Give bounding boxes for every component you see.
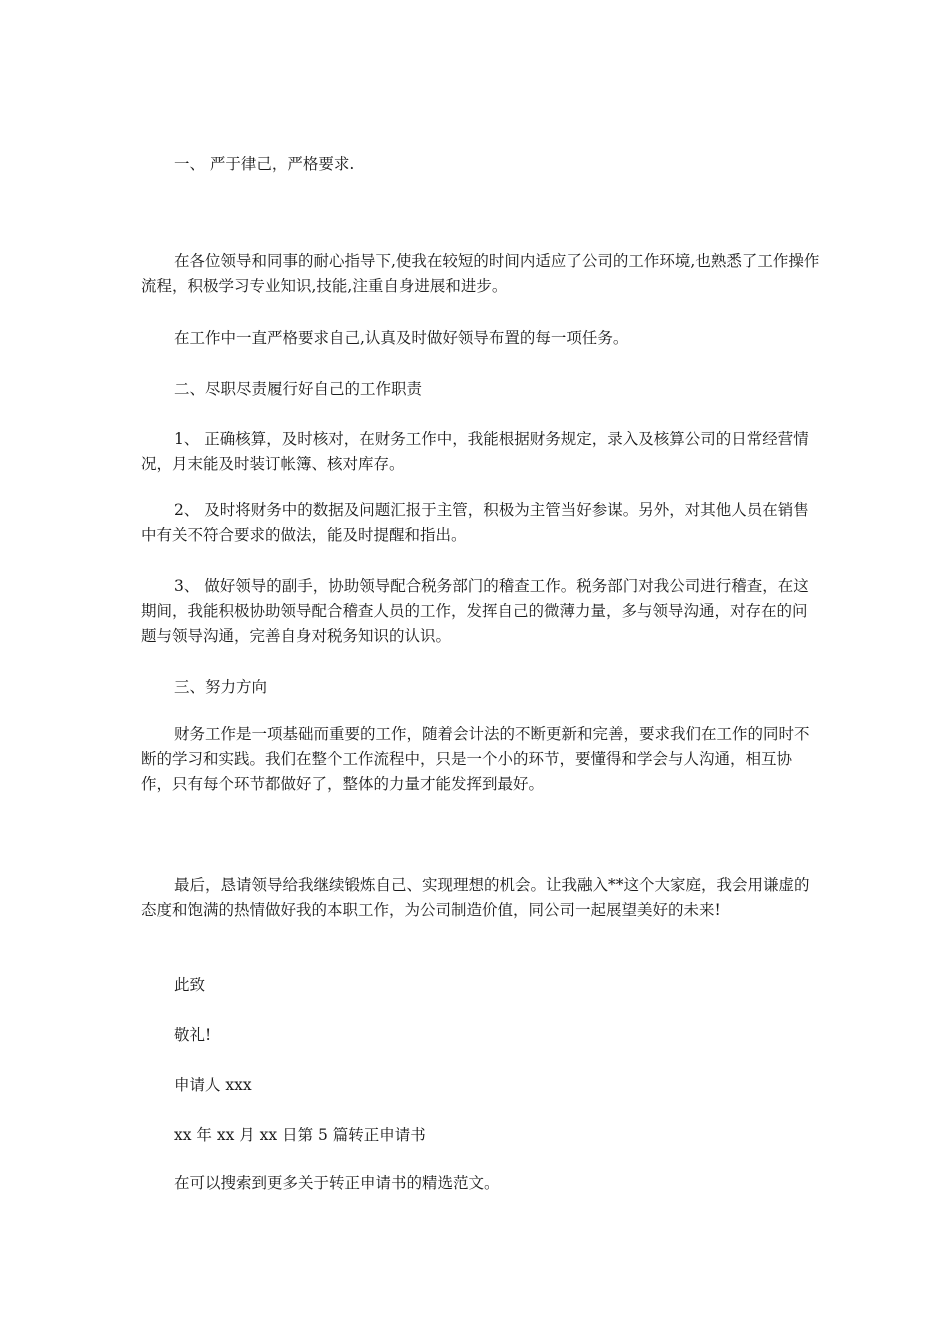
section-heading-1: 一、 严于律己，严格要求. [174, 155, 355, 173]
closing-regards: 敬礼! [174, 1026, 212, 1044]
paragraph-1: 在各位领导和同事的耐心指导下,使我在较短的时间内适应了公司的工作环境,也熟悉了工作操作流程，积极学习专业知识,技能,注重自身进展和进步。 [141, 252, 820, 295]
list-item-3: 3、 做好领导的副手，协助领导配合税务部门的稽查工作。税务部门对我公司进行稽查，在这期间，我能积极协助领导配合稽查人员的工作，发挥自己的微薄力量，多与领导沟通，对存在的问题与领导沟通，完善自身对税务知识的认识。 [141, 577, 809, 645]
paragraph-3: 财务工作是一项基础而重要的工作，随着会计法的不断更新和完善，要求我们在工作的同时不断的学习和实践。我们在整个工作流程中，只是一个小的环节，要懂得和学会与人沟通，相互协作，只有每个环节都做好了，整体的力量才能发挥到最好。 [141, 725, 810, 793]
section-heading-2: 二、尽职尽责履行好自己的工作职责 [174, 380, 423, 398]
footer-note: 在可以搜索到更多关于转正申请书的精选范文。 [174, 1174, 500, 1192]
section-heading-3: 三、努力方向 [174, 678, 268, 696]
list-item-1: 1、 正确核算，及时核对，在财务工作中，我能根据财务规定，录入及核算公司的日常经营情况，月末能及时装订帐簿、核对库存。 [141, 430, 809, 473]
applicant-signature: 申请人 xxx [174, 1076, 252, 1094]
paragraph-2: 在工作中一直严格要求自己,认真及时做好领导布置的每一项任务。 [174, 329, 629, 347]
date-line: xx 年 xx 月 xx 日第 5 篇转正申请书 [174, 1126, 426, 1144]
closing-salutation: 此致 [174, 976, 206, 994]
list-item-2: 2、 及时将财务中的数据及问题汇报于主管，积极为主管当好参谋。另外，对其他人员在销售中有关不符合要求的做法，能及时提醒和指出。 [141, 501, 809, 544]
paragraph-4: 最后，恳请领导给我继续锻炼自己、实现理想的机会。让我融入**这个大家庭，我会用谦虚的态度和饱满的热情做好我的本职工作，为公司制造价值，同公司一起展望美好的未来! [141, 876, 810, 919]
